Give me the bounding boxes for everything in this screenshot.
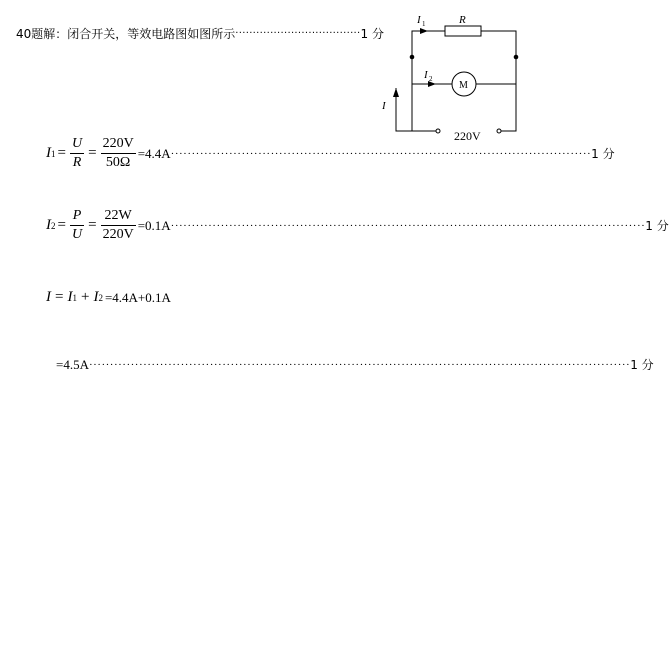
solution-label: 40题解：闭合开关，等效电路图如图所示: [16, 27, 236, 41]
eq3-lhs: I: [46, 289, 51, 305]
eq2-lhs-sub: 2: [51, 220, 56, 231]
label-m: M: [459, 80, 468, 91]
eq3-term-2: I: [93, 289, 99, 305]
equation-3: I = I 1 + I 2 =4.4A+0.1A: [46, 289, 171, 305]
score-label: 1 分: [630, 358, 654, 372]
solution-header: [16, 25, 386, 42]
arrow-icon: [420, 28, 428, 34]
label-i2-sub: 2: [429, 75, 433, 83]
eq1-result: =4.4A: [137, 145, 171, 161]
label-i2: I: [424, 69, 428, 81]
resistor-symbol: [445, 26, 481, 36]
eq3-term-2-sub: 2: [98, 292, 103, 303]
eq2-lhs: I: [46, 217, 51, 233]
leader-dots: ··················································································································: [170, 219, 646, 232]
eq1-lhs: I: [46, 145, 51, 161]
score-label: 1 分: [591, 147, 615, 161]
score-label: 1 分: [645, 219, 669, 233]
eq3-result: =4.4A+0.1A: [104, 289, 171, 305]
leader-dots: ··································································································································: [88, 358, 631, 371]
eq4-result: =4.5A: [56, 356, 89, 372]
eq3-term-1: I: [67, 289, 73, 305]
equation-4: [56, 356, 654, 373]
label-r: R: [459, 14, 466, 26]
equation-2: I 2 = $\frac{P}{U}$ = $\frac{22W}{220V}$ =0.1A ·················································································································· 1 分: [46, 208, 669, 242]
label-i: I: [382, 100, 386, 112]
label-i1: I: [417, 14, 421, 26]
eq1-fraction-2: $\frac{220V}{50\Omega}$: [102, 136, 134, 170]
leader-dots: ····································: [235, 28, 361, 39]
eq1-fraction-1: $\frac{U}{R}$: [71, 136, 83, 170]
eq2-fraction-1: $\frac{P}{U}$: [71, 208, 83, 242]
leader-dots: ·····································································································: [170, 147, 592, 160]
label-i1-sub: 1: [422, 20, 426, 28]
eq1-lhs-sub: 1: [51, 148, 56, 159]
circuit-diagram: [370, 8, 540, 143]
label-voltage: 220V: [454, 129, 481, 143]
score-label: 1 分: [360, 27, 384, 41]
arrow-icon: [393, 88, 399, 97]
eq3-term-1-sub: 1: [72, 292, 77, 303]
eq2-result: =0.1A: [137, 217, 171, 233]
eq2-fraction-2: $\frac{22W}{220V}$: [102, 208, 134, 242]
equation-1: I 1 = $\frac{U}{R}$ = $\frac{220V}{50\Omega}$ =4.4A ····································································································· 1 分: [46, 136, 615, 170]
